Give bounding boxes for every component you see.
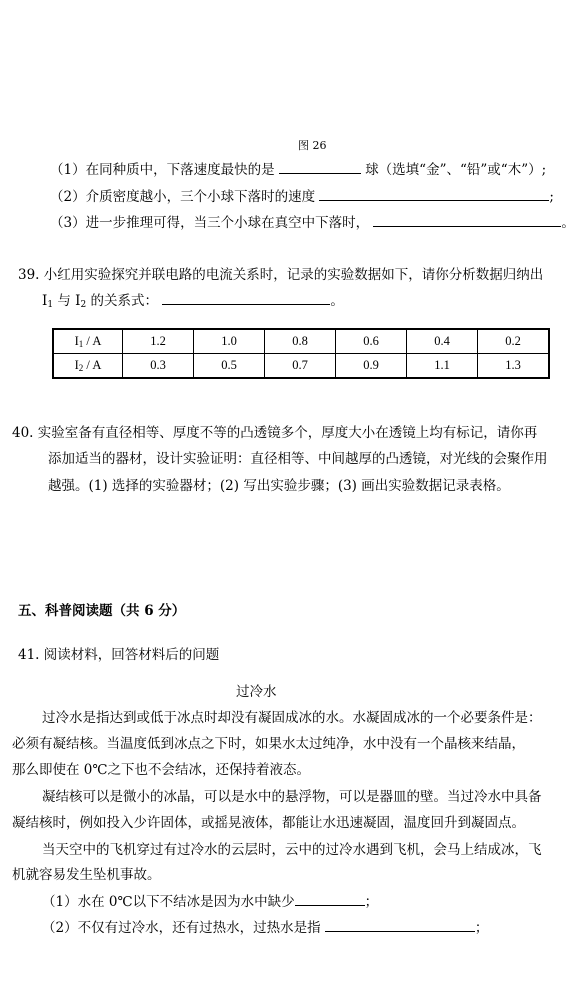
q38-answer-blank-2[interactable] (319, 186, 549, 201)
q38-item-3-end: 。 (561, 215, 575, 231)
q38-item-2-end: ; (549, 189, 554, 205)
table-row-label: $I_1$ / A (53, 329, 123, 354)
table-row (53, 354, 549, 379)
table-cell: 1.3 (478, 354, 550, 379)
table-cell: 0.4 (407, 329, 478, 354)
q39-answer-blank[interactable] (162, 290, 330, 305)
q38-item-1-suffix: 球（选填“金”、“铅”或“木”）; (365, 162, 547, 178)
q41-question-1-text: （1）水在 0℃以下不结冰是因为水中缺少 (42, 894, 295, 910)
article-paragraph-1-line-1: 过冷水是指达到或低于冰点时却没有凝固成冰的水。水凝固成冰的一个必要条件是： (42, 710, 542, 726)
q40-prompt-line-1: 40. 实验室备有直径相等、厚度不等的凸透镜多个，厚度大小在透镜上均有标记，请你再 (12, 425, 538, 441)
q40-prompt-line-3: 越强。(1) 选择的实验器材；(2) 写出实验步骤；(3) 画出实验数据记录表格。 (48, 478, 510, 494)
q38-answer-blank-1[interactable] (279, 159, 361, 174)
q38-item-3-text: （3）进一步推理可得，当三个小球在真空中下落时， (50, 215, 370, 231)
q39-i2-label: 与 I (53, 293, 81, 309)
table-cell: 0.2 (478, 329, 550, 354)
article-paragraph-1-line-2: 必须有凝结核。当温度低到冰点之下时，如果水太过纯净，水中没有一个晶核来结晶， (12, 736, 525, 752)
q41-intro: 41. 阅读材料，回答材料后的问题 (18, 647, 220, 663)
q39-i1-label: I (42, 293, 48, 309)
article-title: 过冷水 (236, 684, 277, 700)
q39-data-table (52, 328, 550, 379)
q39-relation-label: 的关系式： (86, 293, 159, 309)
table-cell: 0.9 (336, 354, 407, 379)
article-paragraph-1-line-3: 那么即使在 0℃之下也不会结冰，还保持着液态。 (12, 762, 310, 778)
table-cell: 0.5 (194, 354, 265, 379)
q39-prompt-line-1: 39. 小红用实验探究并联电路的电流关系时，记录的实验数据如下，请你分析数据归纳出 (18, 267, 544, 283)
article-paragraph-3-line-2: 机就容易发生坠机事故。 (12, 867, 161, 883)
article-paragraph-2-line-2: 凝结核时，例如投入少许固体，或摇晃液体，都能让水迅速凝固，温度回升到凝固点。 (12, 815, 525, 831)
q41-answer-blank-1[interactable] (295, 891, 365, 906)
q38-item-1-prefix: （1）在同种质中，下落速度最快的是 (50, 162, 275, 178)
q41-answer-blank-2[interactable] (325, 917, 475, 932)
table-cell: 1.2 (123, 329, 194, 354)
q38-answer-blank-3[interactable] (373, 212, 561, 227)
q41-question-2 (42, 916, 488, 936)
q41-question-2-end: ； (474, 920, 489, 936)
article-paragraph-3-line-1: 当天空中的飞机穿过有过冷水的云层时，云中的过冷水遇到飞机，会马上结成冰，飞 (42, 842, 542, 858)
q39-end-mark: 。 (330, 293, 344, 309)
q38-item-2 (50, 185, 554, 205)
q39-i2-subscript: 2 (80, 300, 87, 310)
q39-i1-subscript: 1 (47, 300, 54, 310)
section-heading: 五、科普阅读题（共 6 分） (18, 603, 186, 619)
q39-prompt-line-2 (42, 289, 344, 310)
q38-item-3 (50, 211, 575, 231)
table-cell: 0.3 (123, 354, 194, 379)
figure-caption: 图 26 (298, 139, 327, 152)
q41-question-2-text: （2）不仅有过冷水，还有过热水，过热水是指 (42, 920, 321, 936)
table-cell: 0.8 (265, 329, 336, 354)
table-cell: 1.1 (407, 354, 478, 379)
article-paragraph-2-line-1: 凝结核可以是微小的冰晶，可以是水中的悬浮物，可以是器皿的壁。当过冷水中具备 (42, 789, 542, 805)
q41-question-1 (42, 890, 378, 910)
table-cell: 0.7 (265, 354, 336, 379)
table-row (53, 329, 549, 354)
table-cell: 0.6 (336, 329, 407, 354)
q38-item-1 (50, 158, 546, 178)
q41-question-1-end: ； (364, 894, 379, 910)
table-row-label: $I_2$ / A (53, 354, 123, 379)
table-cell: 1.0 (194, 329, 265, 354)
q38-item-2-text: （2）介质密度越小，三个小球下落时的速度 (50, 189, 316, 205)
q40-prompt-line-2: 添加适当的器材，设计实验证明：直径相等、中间越厚的凸透镜，对光线的会聚作用 (48, 451, 548, 467)
